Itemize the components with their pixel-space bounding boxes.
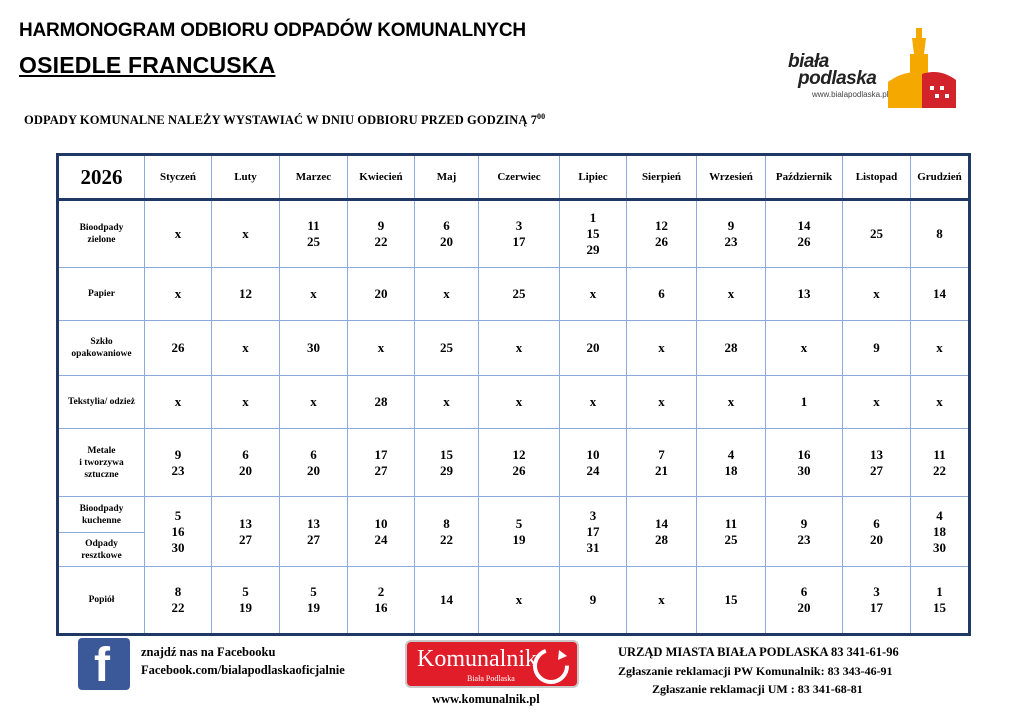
biala-podlaska-logo bbox=[788, 24, 964, 114]
pickup-dates-cell: x bbox=[212, 321, 280, 376]
pickup-dates-cell: x bbox=[479, 567, 560, 635]
pickup-dates-cell: 13 27 bbox=[212, 497, 280, 567]
collection-notice: ODPADY KOMUNALNE NALEŻY WYSTAWIAĆ W DNIU ODBIORU PRZED GODZINĄ $7^{00}$ bbox=[24, 112, 546, 127]
table-row bbox=[58, 200, 970, 268]
komunalnik-complaints-phone: Zgłaszanie reklamacji PW Komunalnik: 83 343-46-91 bbox=[618, 664, 893, 678]
pickup-dates-cell: 6 bbox=[627, 268, 697, 321]
pickup-dates-cell: x bbox=[627, 376, 697, 429]
pickup-dates-cell: 1 15 bbox=[911, 567, 970, 635]
pickup-dates-cell: x bbox=[212, 376, 280, 429]
pickup-dates-cell: 9 23 bbox=[766, 497, 843, 567]
pickup-dates-cell: 4 18 bbox=[697, 429, 766, 497]
pickup-dates-cell: 8 22 bbox=[415, 497, 479, 567]
pickup-dates-cell: x bbox=[911, 376, 970, 429]
pickup-dates-cell: x bbox=[560, 376, 627, 429]
waste-type-label: Papier bbox=[58, 268, 145, 321]
pickup-dates-cell: 5 19 bbox=[212, 567, 280, 635]
pickup-dates-cell: 5 19 bbox=[479, 497, 560, 567]
pickup-dates-cell: 26 bbox=[145, 321, 212, 376]
pickup-dates-cell: 10 24 bbox=[560, 429, 627, 497]
month-header: Kwiecień bbox=[348, 155, 415, 200]
waste-type-label: Bioodpady zielone bbox=[58, 200, 145, 268]
month-header: Sierpień bbox=[627, 155, 697, 200]
page-title: HARMONOGRAM ODBIORU ODPADÓW KOMUNALNYCH bbox=[19, 20, 526, 41]
pickup-dates-cell: 20 bbox=[560, 321, 627, 376]
collection-schedule-table bbox=[56, 153, 971, 636]
pickup-dates-cell: 20 bbox=[348, 268, 415, 321]
pickup-dates-cell: 6 20 bbox=[766, 567, 843, 635]
table-row bbox=[58, 268, 970, 321]
pickup-dates-cell: x bbox=[145, 268, 212, 321]
pickup-dates-cell: 13 27 bbox=[843, 429, 911, 497]
pickup-dates-cell: 15 29 bbox=[415, 429, 479, 497]
pickup-dates-cell: 6 20 bbox=[843, 497, 911, 567]
pickup-dates-cell: 11 25 bbox=[280, 200, 348, 268]
pickup-dates-cell: x bbox=[479, 321, 560, 376]
pickup-dates-cell: 15 bbox=[697, 567, 766, 635]
pickup-dates-cell: 9 bbox=[843, 321, 911, 376]
pickup-dates-cell: x bbox=[627, 321, 697, 376]
pickup-dates-cell: x bbox=[697, 376, 766, 429]
month-header: Maj bbox=[415, 155, 479, 200]
pickup-dates-cell: 13 bbox=[766, 268, 843, 321]
pickup-dates-cell: 25 bbox=[843, 200, 911, 268]
pickup-dates-cell: 7 21 bbox=[627, 429, 697, 497]
pickup-dates-cell: x bbox=[145, 376, 212, 429]
pickup-dates-cell: 28 bbox=[348, 376, 415, 429]
city-office-phone: URZĄD MIASTA BIAŁA PODLASKA 83 341-61-96 bbox=[618, 645, 899, 659]
pickup-dates-cell: 1 15 29 bbox=[560, 200, 627, 268]
town-hall-icon bbox=[882, 24, 958, 110]
pickup-dates-cell: 17 27 bbox=[348, 429, 415, 497]
komunalnik-logo bbox=[405, 640, 579, 688]
facebook-icon[interactable]: f bbox=[78, 638, 130, 690]
pickup-dates-cell: 12 26 bbox=[627, 200, 697, 268]
pickup-dates-cell: x bbox=[697, 268, 766, 321]
pickup-dates-cell: 25 bbox=[415, 321, 479, 376]
pickup-dates-cell: 14 26 bbox=[766, 200, 843, 268]
month-header: Marzec bbox=[280, 155, 348, 200]
waste-type-label: Tekstylia/ odzież bbox=[58, 376, 145, 429]
month-header: Styczeń bbox=[145, 155, 212, 200]
pickup-dates-cell: 9 bbox=[560, 567, 627, 635]
pickup-dates-cell: 11 22 bbox=[911, 429, 970, 497]
recycle-icon bbox=[531, 646, 571, 686]
waste-type-label: Bioodpady kuchenne bbox=[58, 497, 145, 533]
pickup-dates-cell: 5 19 bbox=[280, 567, 348, 635]
pickup-dates-cell: 2 16 bbox=[348, 567, 415, 635]
pickup-dates-cell: 14 bbox=[415, 567, 479, 635]
month-header: Czerwiec bbox=[479, 155, 560, 200]
pickup-dates-cell: 30 bbox=[280, 321, 348, 376]
year-cell: 2026 bbox=[58, 155, 145, 200]
pickup-dates-cell: 8 22 bbox=[145, 567, 212, 635]
logo-word-podlaska: podlaska bbox=[798, 68, 877, 89]
pickup-dates-cell: 28 bbox=[697, 321, 766, 376]
month-header: Wrzesień bbox=[697, 155, 766, 200]
month-header: Listopad bbox=[843, 155, 911, 200]
waste-type-label: Metale i tworzywa sztuczne bbox=[58, 429, 145, 497]
pickup-dates-cell: x bbox=[911, 321, 970, 376]
waste-type-label: Szkło opakowaniowe bbox=[58, 321, 145, 376]
table-row bbox=[58, 567, 970, 635]
facebook-caption: znajdź nas na Facebooku bbox=[141, 645, 276, 659]
table-row bbox=[58, 497, 970, 533]
pickup-dates-cell: 16 30 bbox=[766, 429, 843, 497]
table-row bbox=[58, 321, 970, 376]
pickup-dates-cell: x bbox=[415, 376, 479, 429]
pickup-dates-cell: x bbox=[348, 321, 415, 376]
pickup-dates-cell: x bbox=[479, 376, 560, 429]
pickup-dates-cell: x bbox=[280, 268, 348, 321]
table-row bbox=[58, 429, 970, 497]
pickup-dates-cell: 3 17 31 bbox=[560, 497, 627, 567]
komunalnik-url[interactable]: www.komunalnik.pl bbox=[432, 692, 540, 706]
pickup-dates-cell: x bbox=[560, 268, 627, 321]
pickup-dates-cell: 10 24 bbox=[348, 497, 415, 567]
pickup-dates-cell: 6 20 bbox=[415, 200, 479, 268]
pickup-dates-cell: 14 bbox=[911, 268, 970, 321]
pickup-dates-cell: 8 bbox=[911, 200, 970, 268]
pickup-dates-cell: 5 16 30 bbox=[145, 497, 212, 567]
pickup-dates-cell: 13 27 bbox=[280, 497, 348, 567]
logo-word-biala: biała bbox=[788, 51, 829, 72]
waste-type-label: Odpady resztkowe bbox=[58, 533, 145, 567]
pickup-dates-cell: x bbox=[145, 200, 212, 268]
pickup-dates-cell: 12 26 bbox=[479, 429, 560, 497]
pickup-dates-cell: x bbox=[766, 321, 843, 376]
pickup-dates-cell: x bbox=[627, 567, 697, 635]
pickup-dates-cell: 4 18 30 bbox=[911, 497, 970, 567]
estate-name: OSIEDLE FRANCUSKA bbox=[19, 52, 276, 78]
pickup-dates-cell: 14 28 bbox=[627, 497, 697, 567]
pickup-dates-cell: 3 17 bbox=[843, 567, 911, 635]
table-header-row bbox=[58, 155, 970, 200]
pickup-dates-cell: x bbox=[212, 200, 280, 268]
komunalnik-city: Biała Podlaska bbox=[467, 674, 515, 683]
komunalnik-name: Komunalnik bbox=[417, 646, 537, 672]
pickup-dates-cell: 6 20 bbox=[212, 429, 280, 497]
pickup-dates-cell: 3 17 bbox=[479, 200, 560, 268]
pickup-dates-cell: 9 23 bbox=[145, 429, 212, 497]
waste-type-label: Popiół bbox=[58, 567, 145, 635]
pickup-dates-cell: x bbox=[843, 268, 911, 321]
pickup-dates-cell: 9 22 bbox=[348, 200, 415, 268]
table-row bbox=[58, 376, 970, 429]
pickup-dates-cell: 12 bbox=[212, 268, 280, 321]
pickup-dates-cell: x bbox=[415, 268, 479, 321]
month-header: Grudzień bbox=[911, 155, 970, 200]
pickup-dates-cell: 25 bbox=[479, 268, 560, 321]
pickup-dates-cell: 11 25 bbox=[697, 497, 766, 567]
pickup-dates-cell: x bbox=[843, 376, 911, 429]
office-complaints-phone: Zgłaszanie reklamacji UM : 83 341-68-81 bbox=[652, 682, 863, 696]
pickup-dates-cell: 1 bbox=[766, 376, 843, 429]
month-header: Lipiec bbox=[560, 155, 627, 200]
month-header: Październik bbox=[766, 155, 843, 200]
facebook-link[interactable]: Facebook.com/bialapodlaskaoficjalnie bbox=[141, 663, 345, 677]
pickup-dates-cell: 6 20 bbox=[280, 429, 348, 497]
month-header: Luty bbox=[212, 155, 280, 200]
pickup-dates-cell: x bbox=[280, 376, 348, 429]
logo-url: www.bialapodlaska.pl bbox=[812, 90, 889, 99]
pickup-dates-cell: 9 23 bbox=[697, 200, 766, 268]
